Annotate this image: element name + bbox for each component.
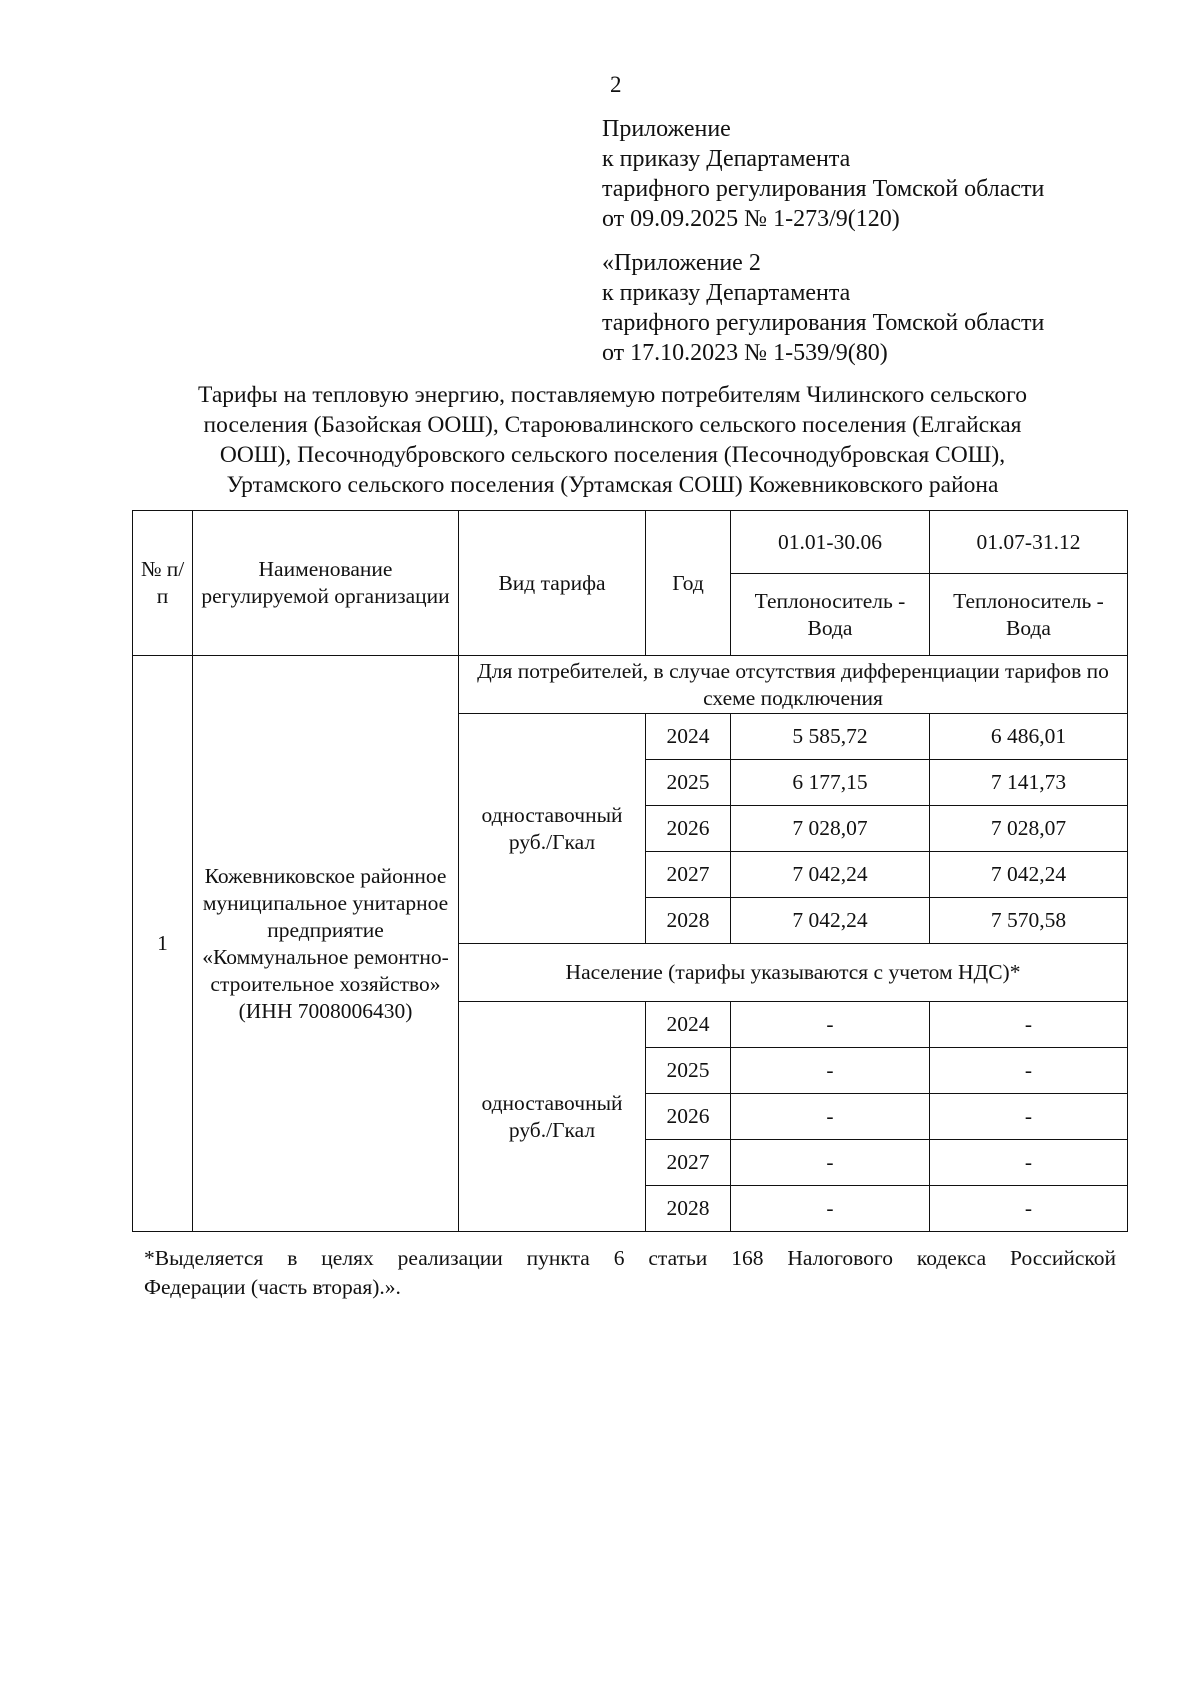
header-period-1: 01.01-30.06 bbox=[731, 511, 930, 574]
tariff-type-general: одноставочный руб./Гкал bbox=[459, 714, 646, 944]
year-cell: 2028 bbox=[646, 898, 731, 944]
title-line: ООШ), Песочнодубровского сельского поселения (Песочнодубровская СОШ), bbox=[219, 442, 1006, 468]
tariff-value: - bbox=[731, 1186, 930, 1232]
tariff-table bbox=[132, 510, 1128, 1232]
header-organization: Наименование регулируемой организации bbox=[193, 511, 459, 656]
tariff-type-population: одноставочный руб./Гкал bbox=[459, 1002, 646, 1232]
title-line: Тарифы на тепловую энергию, поставляемую потребителям Чилинского сельского bbox=[198, 382, 1027, 408]
tariff-value: 7 042,24 bbox=[731, 852, 930, 898]
year-cell: 2027 bbox=[646, 1140, 731, 1186]
appendix-line: тарифного регулирования Томской области bbox=[602, 176, 1045, 202]
tariff-value: 6 486,01 bbox=[930, 714, 1128, 760]
tariff-value: - bbox=[731, 1094, 930, 1140]
title-line: поселения (Базойская ООШ), Староювалинского сельского поселения (Елгайская bbox=[203, 412, 1022, 438]
tariff-value: 7 042,24 bbox=[731, 898, 930, 944]
appendix-line: от 17.10.2023 № 1-539/9(80) bbox=[602, 340, 888, 366]
year-cell: 2024 bbox=[646, 1002, 731, 1048]
appendix-reference bbox=[602, 114, 1142, 234]
header-period-2: 01.07-31.12 bbox=[930, 511, 1128, 574]
tariff-value: - bbox=[930, 1048, 1128, 1094]
tariff-value: 7 141,73 bbox=[930, 760, 1128, 806]
header-carrier-1: Теплоноситель - Вода bbox=[731, 574, 930, 656]
year-cell: 2028 bbox=[646, 1186, 731, 1232]
year-cell: 2025 bbox=[646, 760, 731, 806]
footnote bbox=[144, 1244, 1116, 1302]
page-number: 2 bbox=[610, 72, 622, 97]
footnote-line: *Выделяется в целях реализации пункта 6 статьи 168 Налогового кодекса Российской bbox=[144, 1246, 1116, 1270]
tariff-value: - bbox=[731, 1048, 930, 1094]
row-number: 1 bbox=[133, 656, 193, 1232]
organization-name: Кожевниковское районное муниципальное унитарное предприятие «Коммунальное ремонтно-строительное хозяйство» (ИНН 7008006430) bbox=[193, 656, 459, 1232]
tariff-value: 7 028,07 bbox=[930, 806, 1128, 852]
header-year: Год bbox=[646, 511, 731, 656]
appendix-line: Приложение bbox=[602, 116, 731, 142]
tariff-value: 6 177,15 bbox=[731, 760, 930, 806]
year-cell: 2024 bbox=[646, 714, 731, 760]
section-label-general: Для потребителей, в случае отсутствия дифференциации тарифов по схеме подключения bbox=[459, 656, 1128, 714]
year-cell: 2026 bbox=[646, 1094, 731, 1140]
tariff-value: - bbox=[930, 1002, 1128, 1048]
tariff-value: - bbox=[930, 1140, 1128, 1186]
appendix-line: к приказу Департамента bbox=[602, 280, 851, 306]
appendix-line: к приказу Департамента bbox=[602, 146, 851, 172]
appendix-2-reference bbox=[602, 248, 1142, 368]
year-cell: 2027 bbox=[646, 852, 731, 898]
header-carrier-2: Теплоноситель - Вода bbox=[930, 574, 1128, 656]
tariff-value: 5 585,72 bbox=[731, 714, 930, 760]
tariff-value: - bbox=[930, 1094, 1128, 1140]
tariff-value: 7 028,07 bbox=[731, 806, 930, 852]
document-title bbox=[120, 380, 1105, 500]
header-number: № п/п bbox=[133, 511, 193, 656]
year-cell: 2026 bbox=[646, 806, 731, 852]
appendix-line: тарифного регулирования Томской области bbox=[602, 310, 1045, 336]
tariff-value: 7 570,58 bbox=[930, 898, 1128, 944]
year-cell: 2025 bbox=[646, 1048, 731, 1094]
footnote-line: Федерации (часть вторая).». bbox=[144, 1275, 401, 1299]
section-label-population: Население (тарифы указываются с учетом НДС)* bbox=[459, 944, 1128, 1002]
tariff-value: - bbox=[930, 1186, 1128, 1232]
header-tariff-type: Вид тарифа bbox=[459, 511, 646, 656]
appendix-line: от 09.09.2025 № 1-273/9(120) bbox=[602, 206, 900, 232]
tariff-value: 7 042,24 bbox=[930, 852, 1128, 898]
tariff-value: - bbox=[731, 1140, 930, 1186]
title-line: Уртамского сельского поселения (Уртамская СОШ) Кожевниковского района bbox=[226, 472, 999, 498]
tariff-value: - bbox=[731, 1002, 930, 1048]
appendix-line: «Приложение 2 bbox=[602, 250, 761, 276]
